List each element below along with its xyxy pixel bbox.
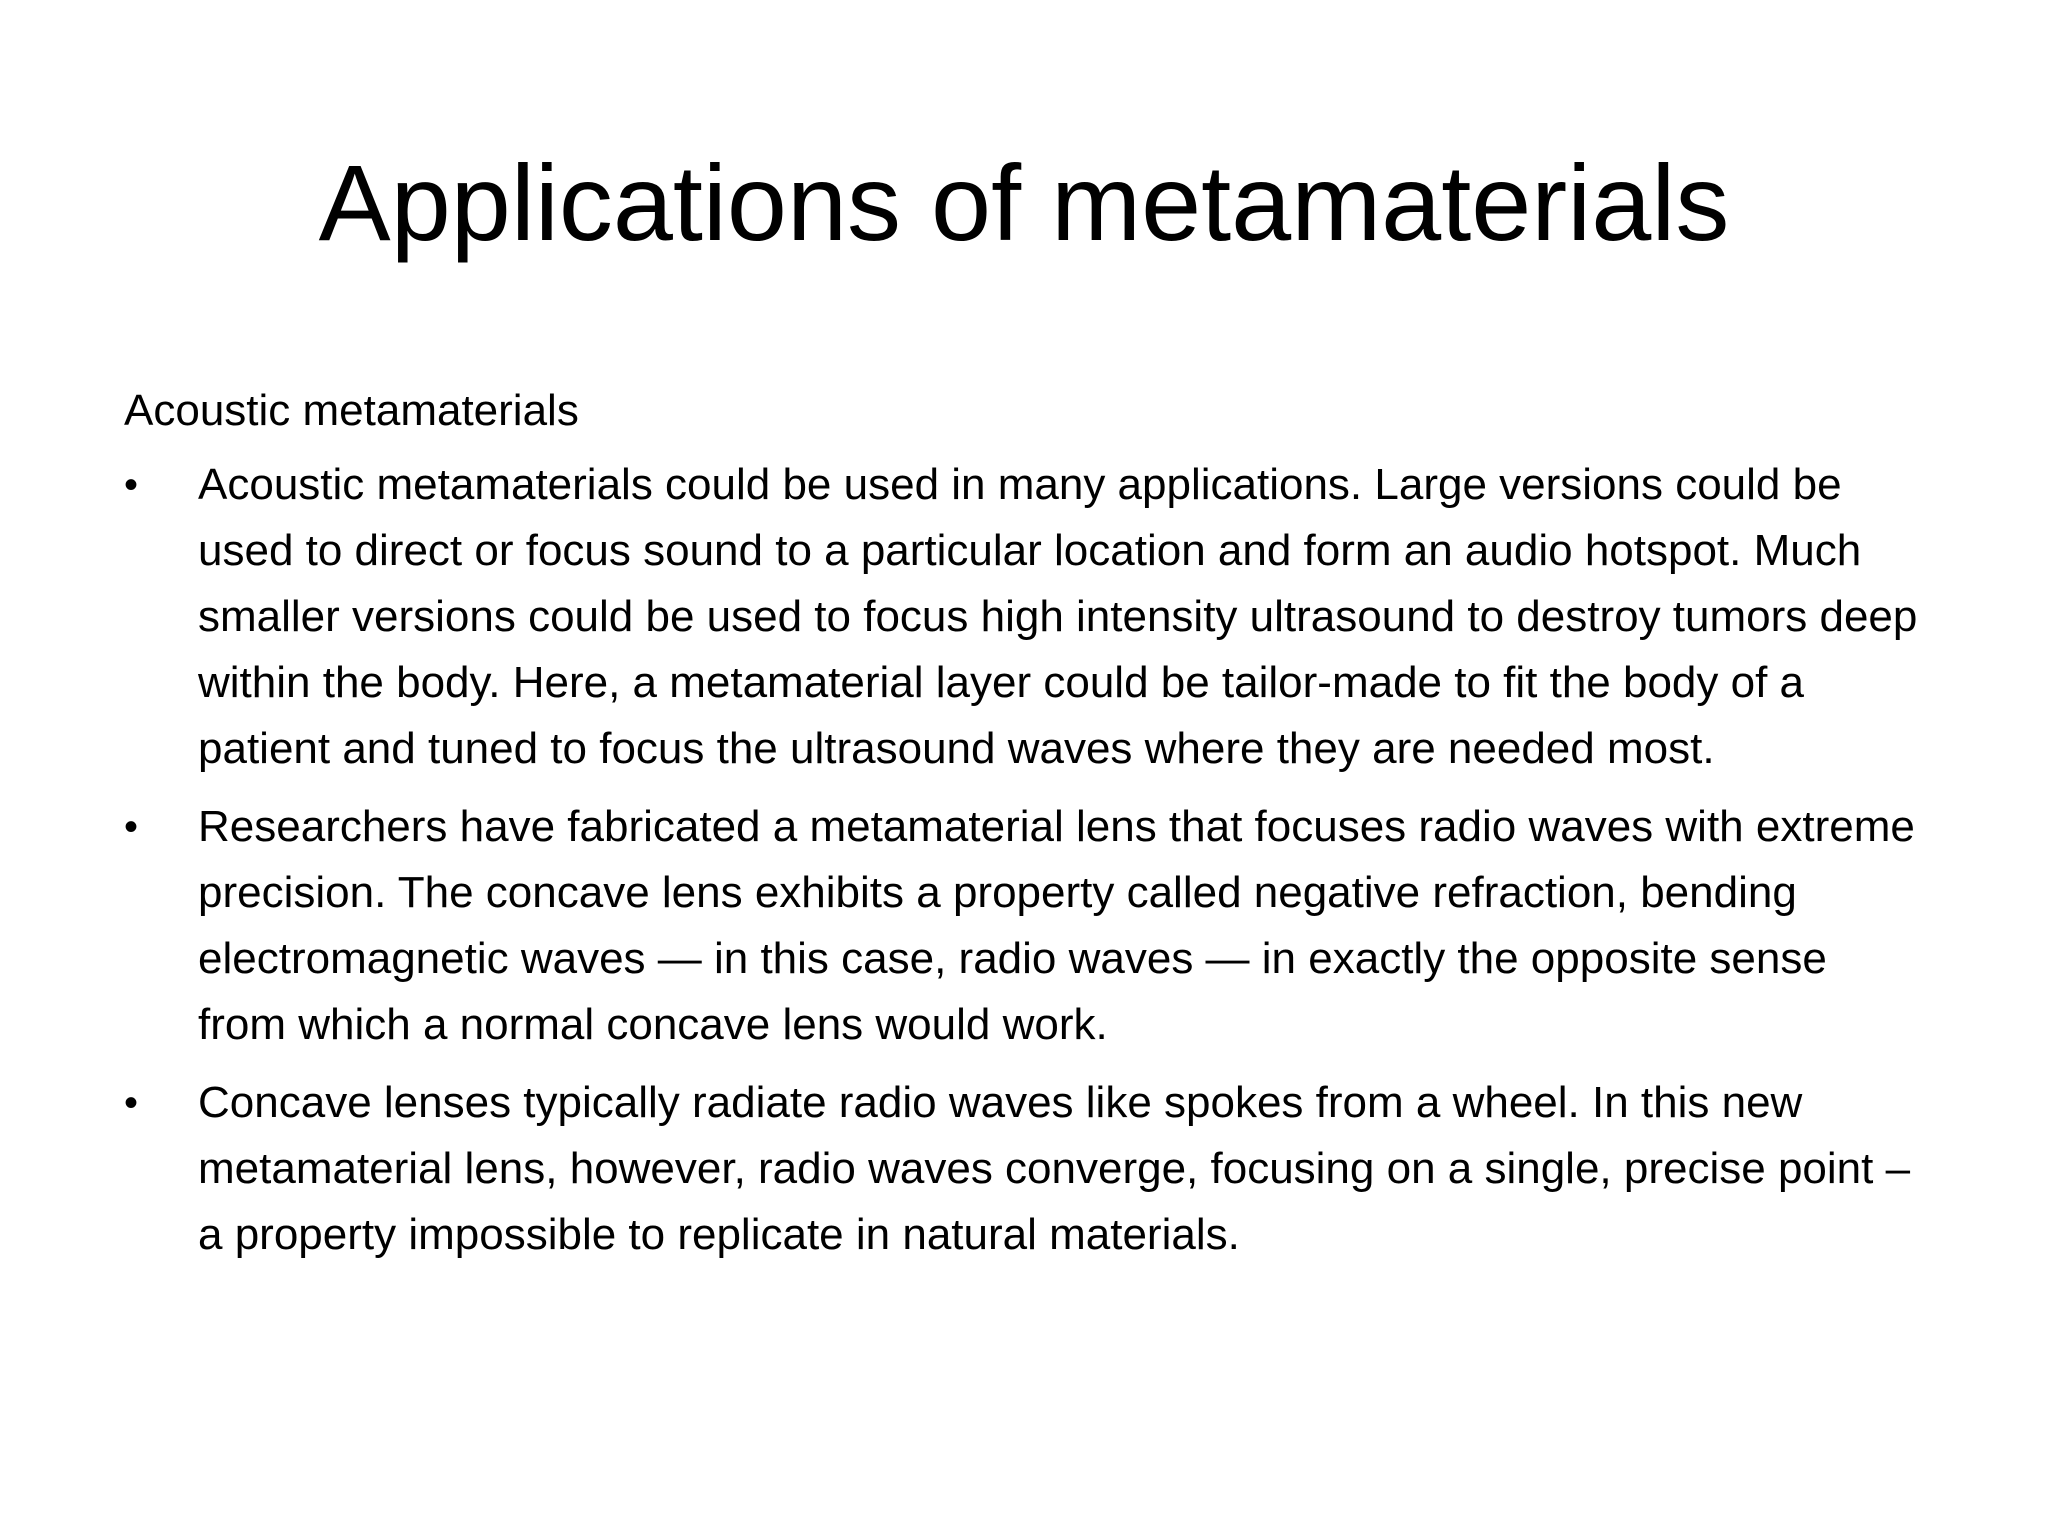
bullet-item [124, 452, 1924, 782]
bullet-list [124, 452, 1924, 1268]
bullet-icon: • [124, 805, 139, 849]
bullet-icon: • [124, 1081, 139, 1125]
slide-title: Applications of metamaterials [318, 142, 1730, 263]
bullet-text: Researchers have fabricated a metamaterial lens that focuses radio waves with extreme precision. The concave lens exhibits a property called negative refraction, bending electromagnetic waves — in this case, radio waves — in exactly the opposite sense from which a normal concave lens would work. [198, 802, 1915, 1049]
bullet-text: Acoustic metamaterials could be used in many applications. Large versions could be used to direct or focus sound to a particular location and form an audio hotspot. Much smaller versions could be used to focus high intensity ultrasound to destroy tumors deep within the body. Here, a metamaterial layer could be tailor-made to fit the body of a patient and tuned to focus the ultrasound waves where they are needed most. [198, 460, 1918, 773]
bullet-icon: • [124, 463, 139, 507]
bullet-text: Concave lenses typically radiate radio waves like spokes from a wheel. In this new metamaterial lens, however, radio waves converge, focusing on a single, precise point – a property impossible to replicate in natural materials. [198, 1078, 1911, 1259]
slide-content [124, 378, 1924, 1280]
bullet-item [124, 794, 1924, 1058]
bullet-item [124, 1070, 1924, 1268]
section-heading: Acoustic metamaterials [124, 386, 579, 435]
